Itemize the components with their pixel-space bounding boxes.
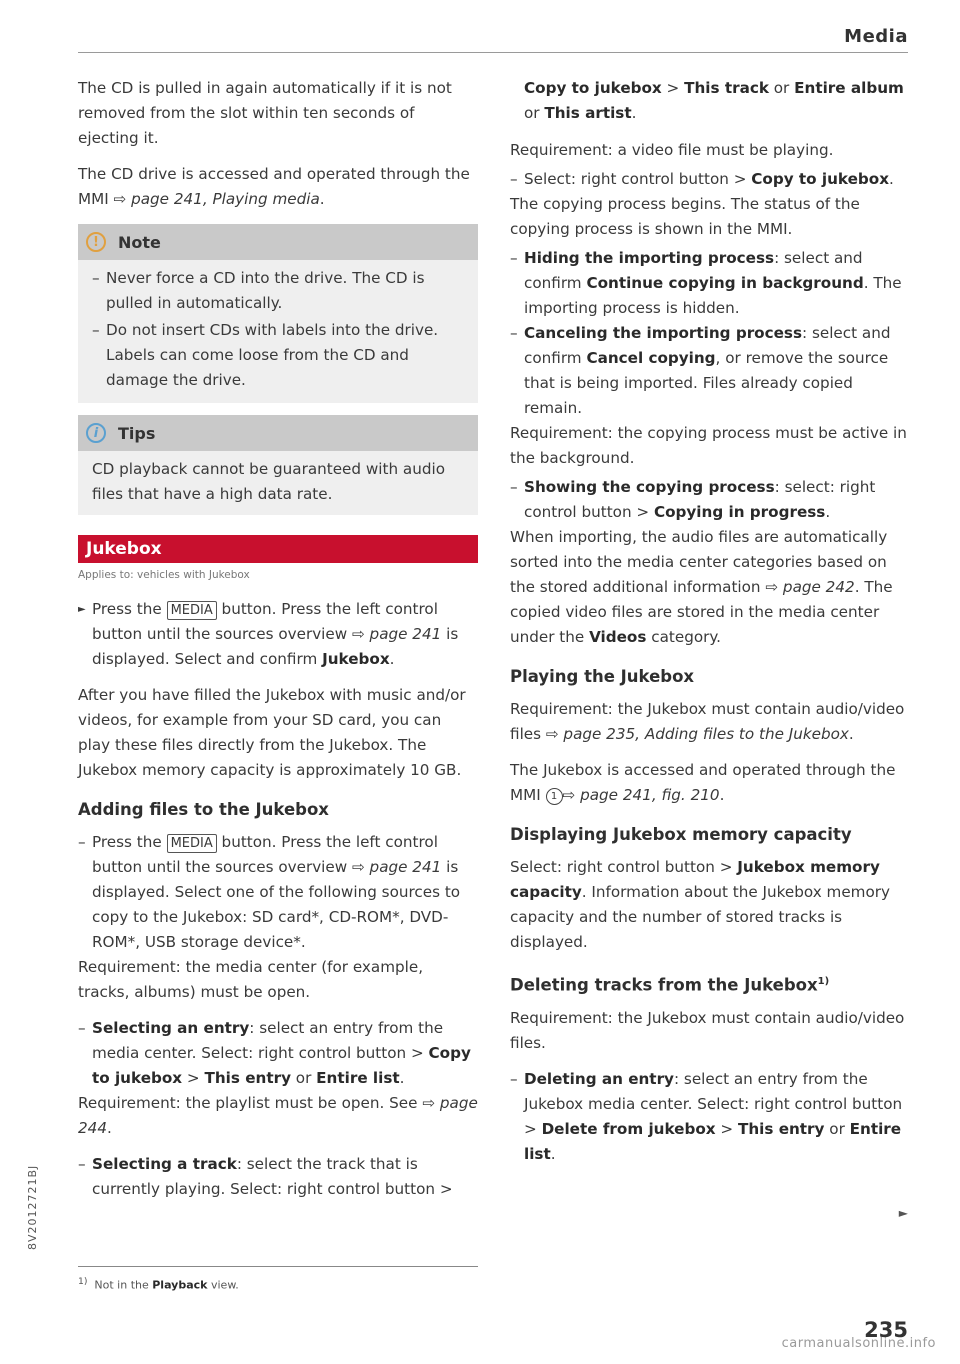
page-reference-link[interactable]: ⇨ page 241, fig. 210 xyxy=(562,786,720,804)
note-title: Note xyxy=(118,232,161,252)
paragraph: The CD is pulled in again automatically if it is not removed from the slot within ten seconds of ejecting it. xyxy=(78,79,452,147)
deleting-tracks-heading: Deleting tracks from the Jukebox$^{1)}$ xyxy=(510,975,830,995)
paragraph: Requirement: the playlist must be open. See ⇨ page 244. xyxy=(78,1094,478,1137)
paragraph: Requirement: the Jukebox must contain audio/video files ⇨ page 235, Adding files to the Jukebox. xyxy=(510,700,905,743)
paragraph: The CD drive is accessed and operated through the MMI ⇨ page 241, Playing media. xyxy=(78,165,470,208)
paragraph: Requirement: a video file must be playing. xyxy=(510,141,834,159)
document-code: 8V2012721BJ xyxy=(26,1164,39,1250)
warning-icon: ! xyxy=(86,232,106,252)
footnote-rule xyxy=(78,1266,478,1267)
list-item: – Hiding the importing process: select and confirm Continue copying in background. The importing process is hidden. xyxy=(510,246,910,321)
media-key: MEDIA xyxy=(167,601,217,620)
list-item: – Selecting an entry: select an entry from the media center. Select: right control button > Copy to jukebox > This entry or Entire list. xyxy=(78,1016,478,1091)
list-item: – Canceling the importing process: select and confirm Cancel copying, or remove the source that is being imported. Files already copied remain. xyxy=(510,321,910,421)
jukebox-heading: Jukebox xyxy=(78,535,478,563)
paragraph: Select: right control button > Jukebox memory capacity. Information about the Jukebox memory capacity and the number of stored tracks is displayed. xyxy=(510,858,890,951)
watermark: carmanualsonline.info xyxy=(781,1336,936,1351)
list-item: – Deleting an entry: select an entry from the Jukebox media center. Select: right control button > Delete from jukebox > This entry or Entire list. xyxy=(510,1067,910,1167)
step-item: ► Press the MEDIA button. Press the left control button until the sources overview ⇨ page 241 is displayed. Select and confirm Jukebox. xyxy=(78,597,478,672)
section-title: Media xyxy=(844,26,908,47)
tips-text: CD playback cannot be guaranteed with audio files that have a high data rate. xyxy=(92,460,445,503)
note-header xyxy=(78,224,478,260)
paragraph: After you have filled the Jukebox with music and/or videos, for example from your SD card, you can play these files directly from the Jukebox. The Jukebox memory capacity is approximately 10 GB. xyxy=(78,686,466,779)
right-column-body xyxy=(510,138,910,1167)
tips-box xyxy=(78,415,478,515)
playing-jukebox-heading: Playing the Jukebox xyxy=(510,667,695,686)
header-rule xyxy=(78,52,908,53)
list-item: – Never force a CD into the drive. The CD is pulled in automatically. xyxy=(92,266,468,316)
paragraph: The Jukebox is accessed and operated through the MMI 1 ⇨ page 241, fig. 210. xyxy=(510,761,896,804)
page-reference-link[interactable]: ⇨ page 241 xyxy=(352,625,442,643)
info-icon: i xyxy=(86,423,106,443)
page-reference-link[interactable]: ⇨ page 244 xyxy=(78,1094,478,1137)
page-reference-link[interactable]: ⇨ page 235, Adding files to the Jukebox xyxy=(545,725,849,743)
tips-title: Tips xyxy=(118,423,156,443)
left-column xyxy=(78,76,478,1202)
footnote: $^{1)}$ Not in the Playback view. xyxy=(78,1276,239,1292)
paragraph: Copy to jukebox > This track or Entire album or This artist. xyxy=(524,79,904,122)
list-item: – Select: right control button > Copy to jukebox. xyxy=(510,167,910,192)
paragraph: Requirement: the media center (for example, tracks, albums) must be open. xyxy=(78,958,424,1001)
adding-files-heading: Adding files to the Jukebox xyxy=(78,800,329,819)
paragraph: Requirement: the Jukebox must contain audio/video files. xyxy=(510,1008,905,1052)
paragraph: Requirement: the copying process must be active in the background. xyxy=(510,424,907,467)
media-key: MEDIA xyxy=(167,834,217,853)
note-box xyxy=(78,224,478,403)
callout-number: 1 xyxy=(546,788,563,805)
page-reference-link[interactable]: ⇨ page 242 xyxy=(765,578,855,596)
paragraph: The copying process begins. The status of the copying process is shown in the MMI. xyxy=(510,195,860,238)
right-column xyxy=(510,76,910,137)
list-item: – Press the MEDIA button. Press the left control button until the sources overview ⇨ page 241 is displayed. Select one of the following sources to copy to the Jukebox: SD card*, CD-ROM*, DVD-ROM*, USB storage device*. xyxy=(78,830,478,955)
applies-to-note: Applies to: vehicles with Jukebox xyxy=(78,569,250,581)
page-reference-link[interactable]: ⇨ page 241 xyxy=(352,858,442,876)
tips-header xyxy=(78,415,478,451)
list-item: – Showing the copying process: select: right control button > Copying in progress. xyxy=(510,475,910,525)
continue-arrow-icon: ► xyxy=(898,1206,908,1220)
list-item: – Do not insert CDs with labels into the drive. Labels can come loose from the CD and damage the drive. xyxy=(92,318,468,393)
page-number: 235 xyxy=(864,1318,908,1342)
memory-capacity-heading: Displaying Jukebox memory capacity xyxy=(510,825,852,844)
list-item: – Selecting a track: select the track that is currently playing. Select: right control button > xyxy=(78,1152,478,1202)
paragraph: When importing, the audio files are automatically sorted into the media center categories based on the stored additional information ⇨ page 242. The copied video files are stored in the media center under the Videos category. xyxy=(510,528,893,646)
page-reference-link[interactable]: ⇨ page 241, Playing media xyxy=(113,190,320,208)
